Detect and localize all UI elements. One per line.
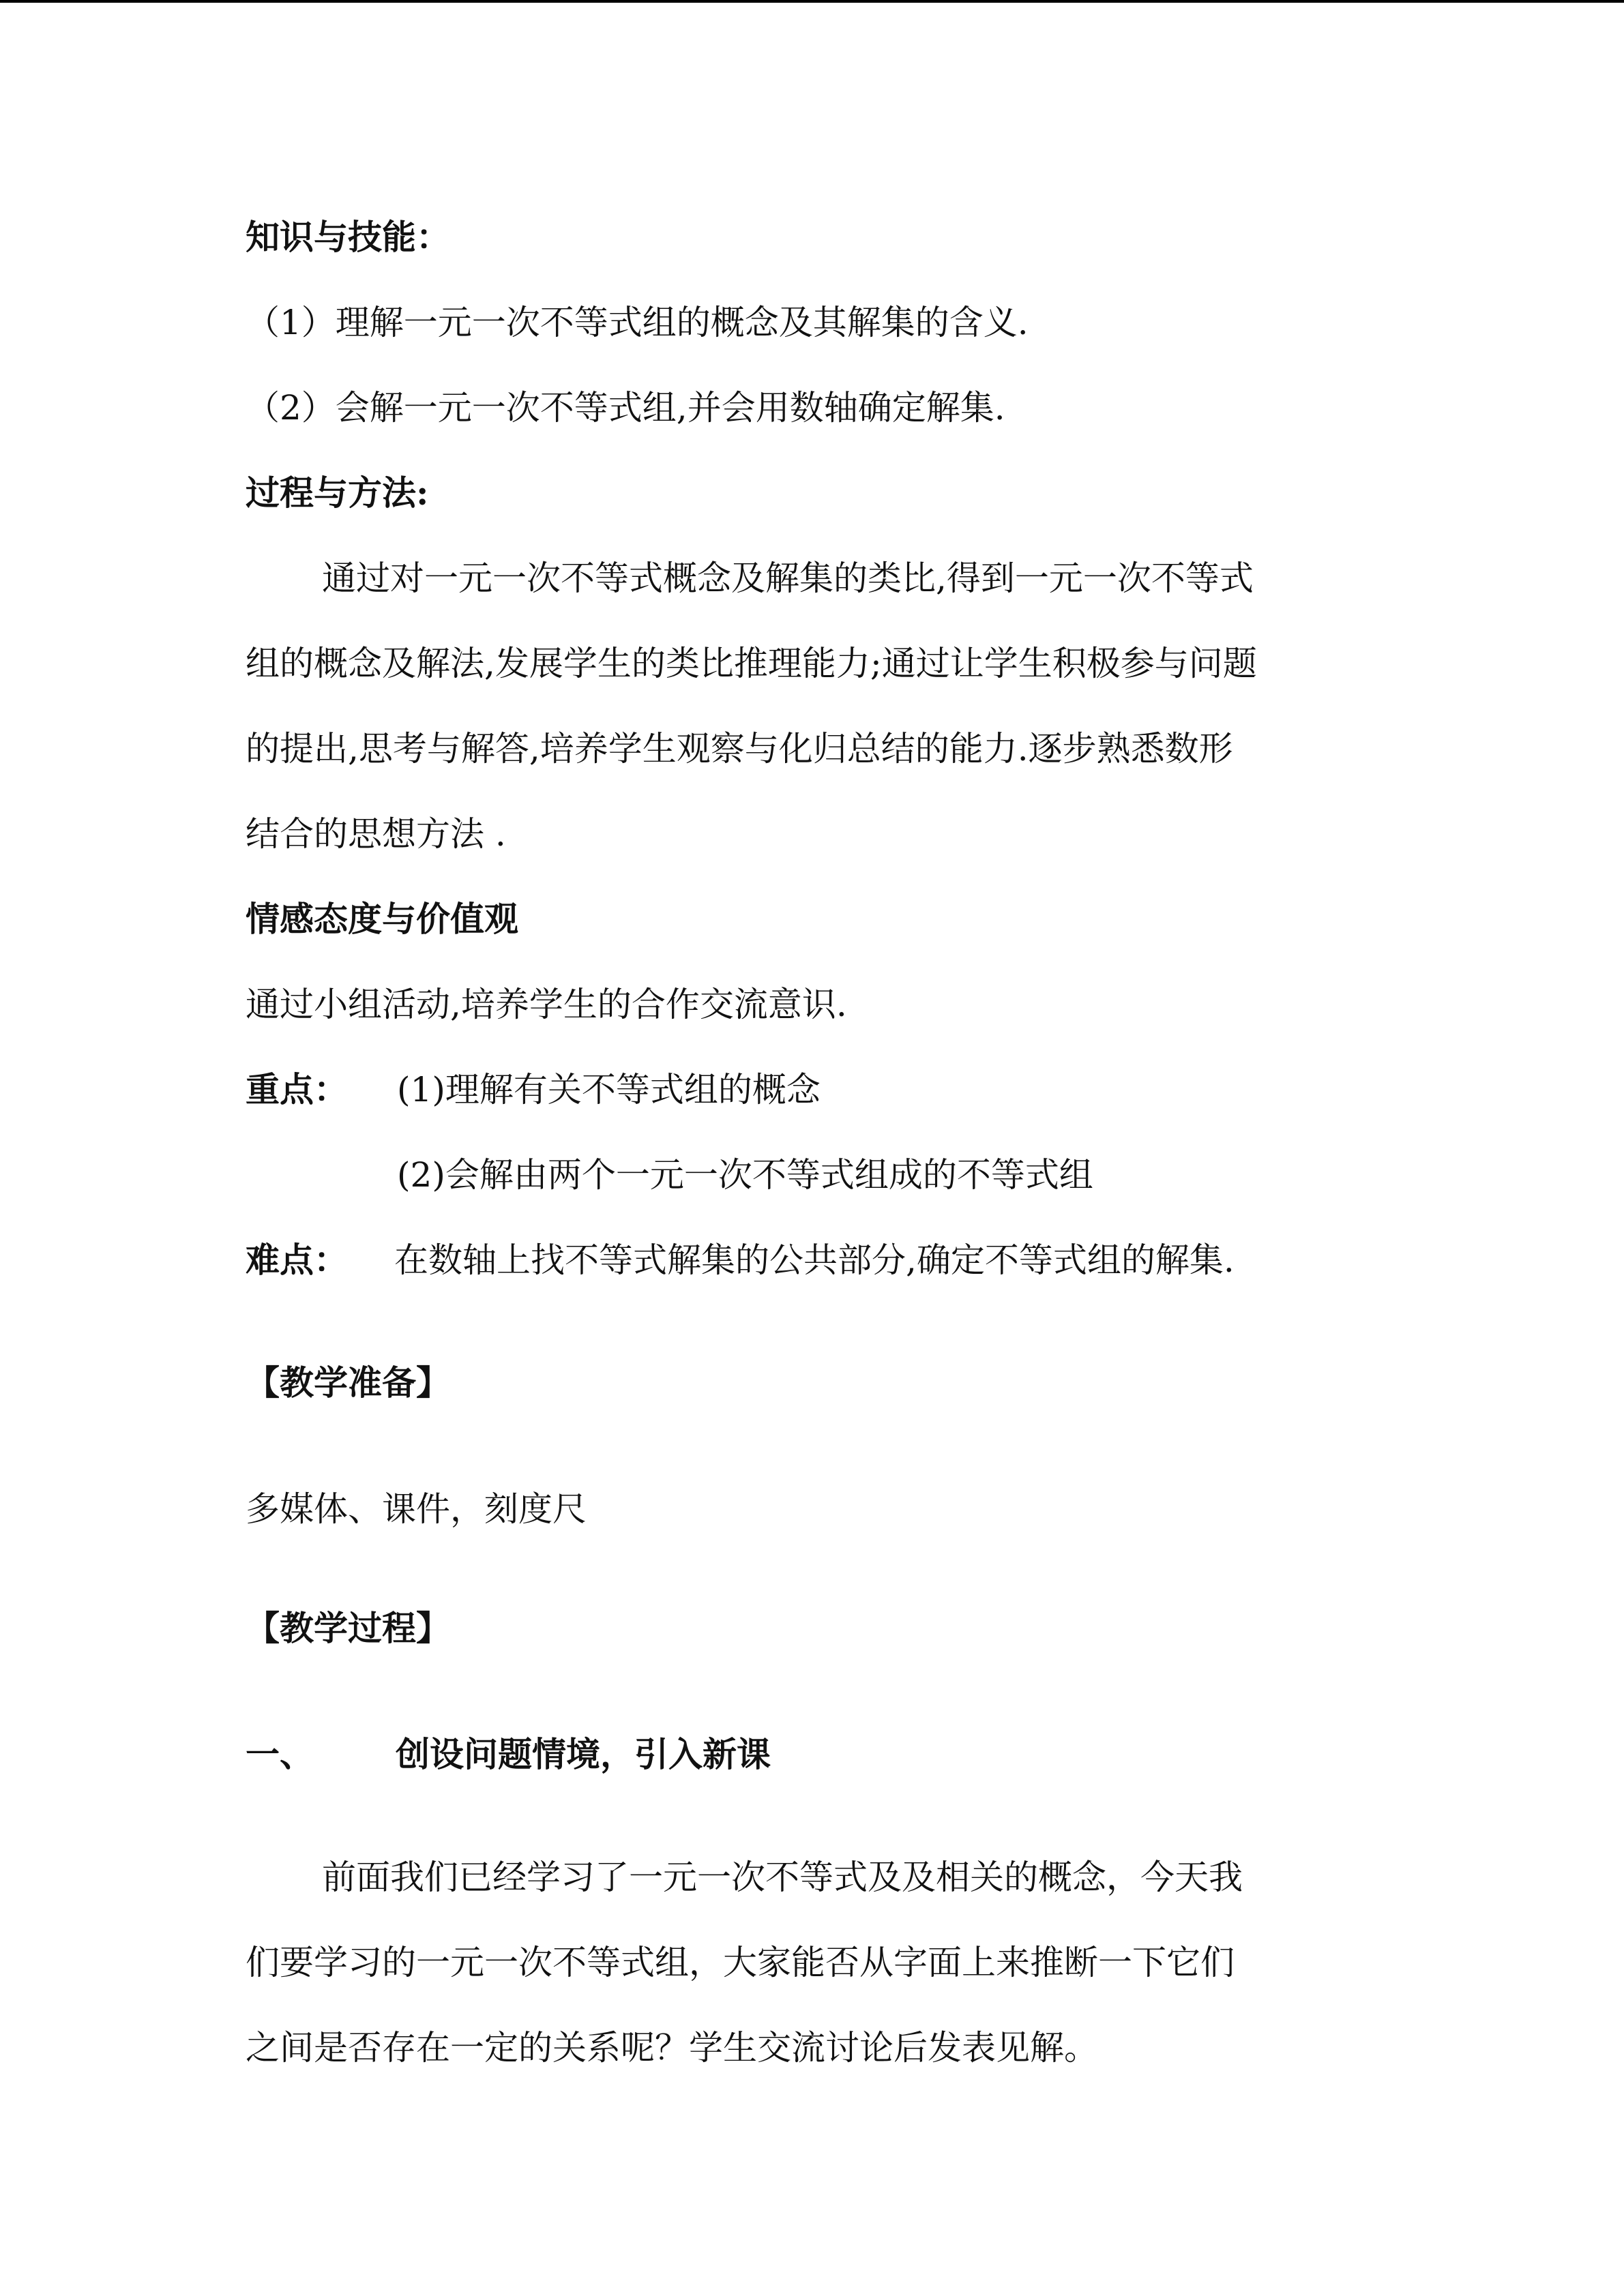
section1-title: 创设问题情境，引入新课 [396,1734,771,1774]
knowledge-item-2: （2）会解一元一次不等式组,并会用数轴确定解集. [246,388,1005,428]
key-point-2: (2)会解由两个一元一次不等式组成的不等式组 [397,1155,1093,1195]
difficulty-label: 难点： [246,1240,348,1280]
process-line-2: 组的概念及解法,发展学生的类比推理能力;通过让学生积极参与问题 [246,644,1257,683]
knowledge-item-1: （1）理解一元一次不等式组的概念及其解集的含义. [246,303,1029,342]
section1-line-3: 之间是否存在一定的关系呢？学生交流讨论后发表见解。 [246,2028,1098,2068]
section1-line-1: 前面我们已经学习了一元一次不等式及及相关的概念，今天我 [322,1858,1243,1897]
section1-heading [246,1734,771,1775]
preparation-text: 多媒体、课件，刻度尺 [246,1489,587,1529]
process-line-4: 结合的思想方法 . [246,814,506,854]
emotion-text: 通过小组活动,培养学生的合作交流意识. [246,985,847,1024]
teaching-process-heading: 【教学过程】 [246,1608,450,1648]
key-point-1: (1)理解有关不等式组的概念 [397,1070,821,1109]
knowledge-heading: 知识与技能： [246,217,450,257]
section1-number: 一、 [246,1734,314,1774]
emotion-heading: 情感态度与价值观 [246,899,518,939]
process-line-1: 通过对一元一次不等式概念及解集的类比,得到一元一次不等式 [322,558,1254,598]
process-line-3: 的提出,思考与解答,培养学生观察与化归总结的能力.逐步熟悉数形 [246,729,1233,769]
page-top-border [0,0,1624,3]
preparation-heading: 【教学准备】 [246,1362,450,1403]
difficulty-text: 在数轴上找不等式解集的公共部分,确定不等式组的解集. [394,1240,1235,1280]
key-points-label: 重点： [246,1069,348,1109]
process-heading: 过程与方法: [246,473,429,513]
section1-line-2: 们要学习的一元一次不等式组，大家能否从字面上来推断一下它们 [246,1943,1235,1982]
